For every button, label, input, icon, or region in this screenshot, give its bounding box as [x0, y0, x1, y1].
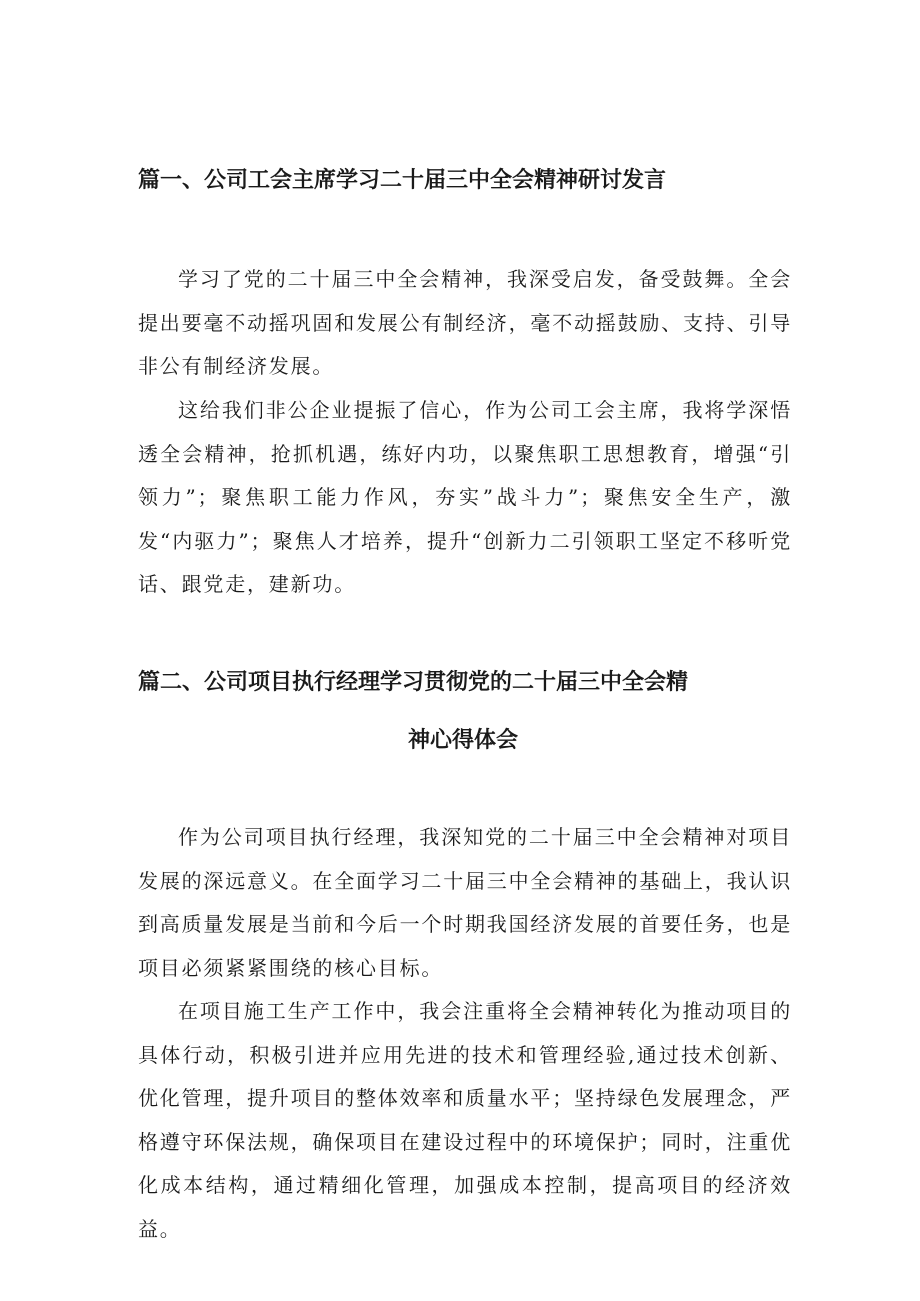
section-1-title: 篇一、公司工会主席学习二十届三中全会精神研讨发言 — [138, 168, 667, 193]
section-1-paragraph-1: 学习了党的二十届三中全会精神，我深受启发，备受鼓舞。全会提出要毫不动摇巩固和发展公有制经济，毫不动摇鼓励、支持、引导非公有制经济发展。 — [138, 267, 792, 378]
section-1-paragraph-2: 这给我们非公企业提振了信心，作为公司工会主席，我将学深悟透全会精神，抢抓机遇，练好内功，以聚焦职工思想教育，增强“引领力”；聚焦职工能力作风，夯实”战斗力”；聚焦安全生产，激发“内驱力”；聚焦人才培养，提升“创新力二引领职工坚定不移听党话、跟党走，建新功。 — [138, 398, 792, 596]
section-2-paragraph-1: 作为公司项目执行经理，我深知党的二十届三中全会精神对项目发展的深远意义。在全面学习二十届三中全会精神的基础上，我认识到高质量发展是当前和今后一个时期我国经济发展的首要任务，也是项目必须紧紧围绕的核心目标。 — [138, 825, 792, 980]
section-2-paragraph-2: 在项目施工生产工作中，我会注重将全会精神转化为推动项目的具体行动，积极引进并应用先进的技术和管理经验,通过技术创新、优化管理，提升项目的整体效率和质量水平；坚持绿色发展理念，严格遵守环保法规，确保项目在建设过程中的环境保护；同时，注重优化成本结构，通过精细化管理，加强成本控制，提高项目的经济效益。 — [138, 999, 792, 1241]
section-2-title-line-1: 篇二、公司项目执行经理学习贯彻党的二十届三中全会精 — [138, 670, 689, 695]
section-2-title-line-2: 神心得体会 — [408, 728, 519, 753]
